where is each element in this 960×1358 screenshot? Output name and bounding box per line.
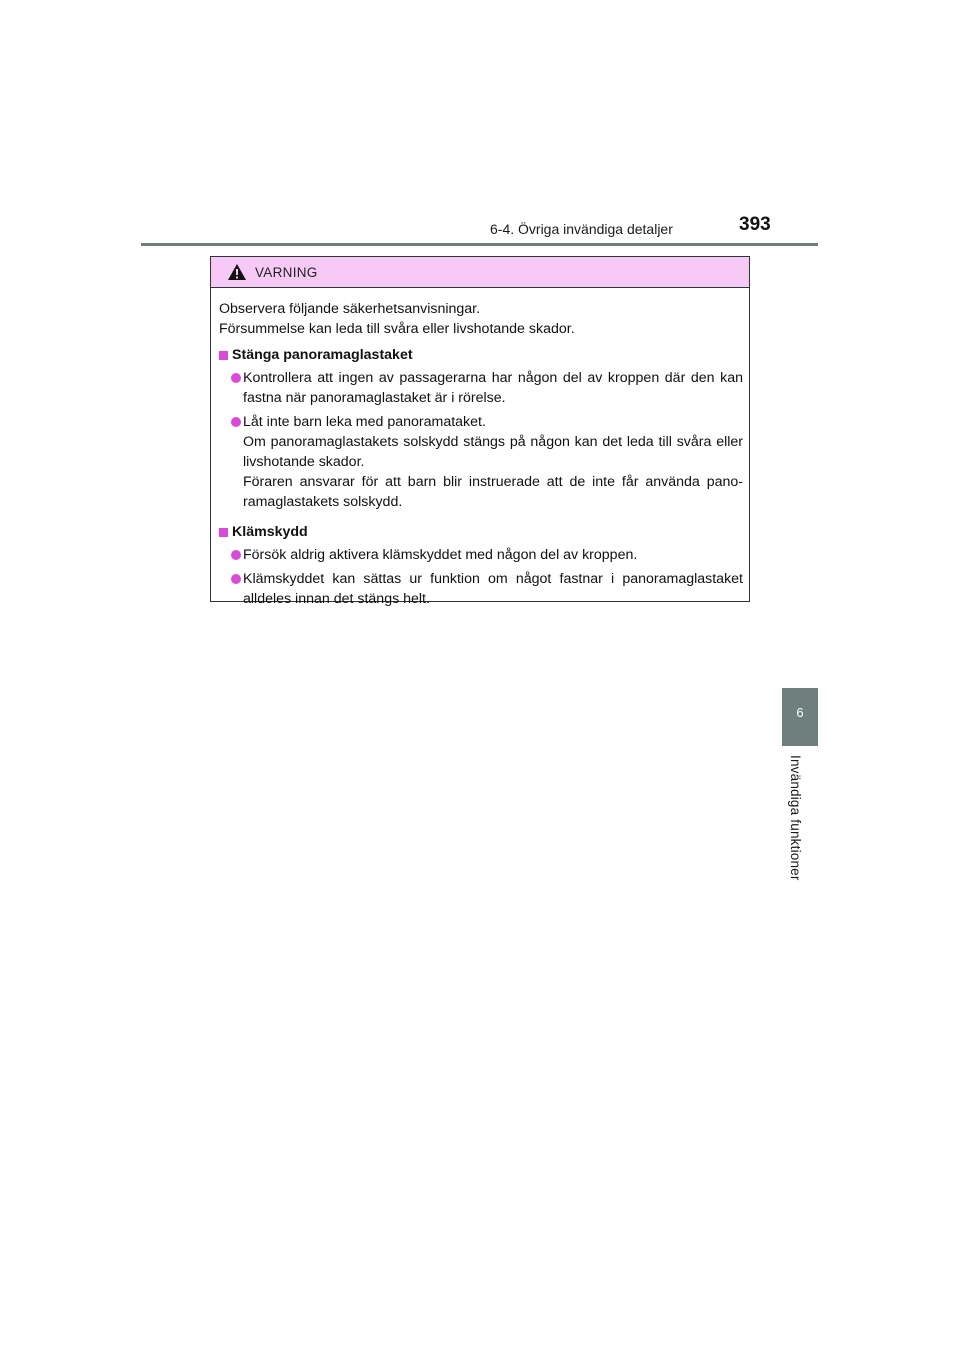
section-heading-text: Stänga panoramaglastaket bbox=[232, 347, 413, 363]
item-text: Om panoramaglastakets solskydd stängs på någon kan det leda till svåra eller livshotande skador. bbox=[243, 434, 743, 470]
intro-line: Observera följande säkerhetsanvisningar. bbox=[219, 301, 481, 317]
list-item bbox=[219, 412, 743, 512]
section-heading-text: Klämskydd bbox=[232, 524, 308, 540]
square-bullet-icon bbox=[219, 528, 228, 537]
item-text: Försök aldrig aktivera klämskyddet med någon del av kroppen. bbox=[243, 547, 638, 563]
header-rule bbox=[141, 243, 818, 246]
warning-body bbox=[211, 288, 749, 609]
page-number: 393 bbox=[739, 214, 771, 235]
dot-bullet-icon bbox=[231, 574, 241, 584]
dot-bullet-icon bbox=[231, 373, 241, 383]
chapter-tab bbox=[782, 688, 818, 746]
section-heading bbox=[219, 522, 743, 542]
list-item bbox=[219, 569, 743, 609]
dot-bullet-icon bbox=[231, 417, 241, 427]
warning-triangle-icon bbox=[227, 263, 247, 286]
list-item bbox=[219, 368, 743, 408]
list-item bbox=[219, 545, 743, 565]
item-text: Låt inte barn leka med panoramataket. bbox=[243, 414, 486, 430]
warning-header bbox=[211, 257, 749, 288]
item-text: Föraren ansvarar för att barn blir instruerade att de inte får använda pano- ramaglastakets solskydd. bbox=[243, 474, 743, 510]
item-text: Kontrollera att ingen av passagerarna har någon del av kroppen där den kan fastna när panoramaglastaket är i rörelse. bbox=[243, 370, 743, 406]
square-bullet-icon bbox=[219, 351, 228, 360]
section-title: 6-4. Övriga invändiga detaljer bbox=[490, 221, 673, 237]
dot-bullet-icon bbox=[231, 550, 241, 560]
item-text: Klämskyddet kan sättas ur funktion om något fastnar i panoramaglastaket alldeles innan det stängs helt. bbox=[243, 571, 743, 607]
warning-title: VARNING bbox=[255, 265, 318, 280]
warning-box bbox=[210, 256, 750, 607]
section-heading bbox=[219, 345, 743, 365]
chapter-label: Invändiga funktioner bbox=[788, 755, 803, 881]
chapter-number: 6 bbox=[796, 705, 804, 720]
intro-line: Försummelse kan leda till svåra eller livshotande skador. bbox=[219, 321, 575, 337]
